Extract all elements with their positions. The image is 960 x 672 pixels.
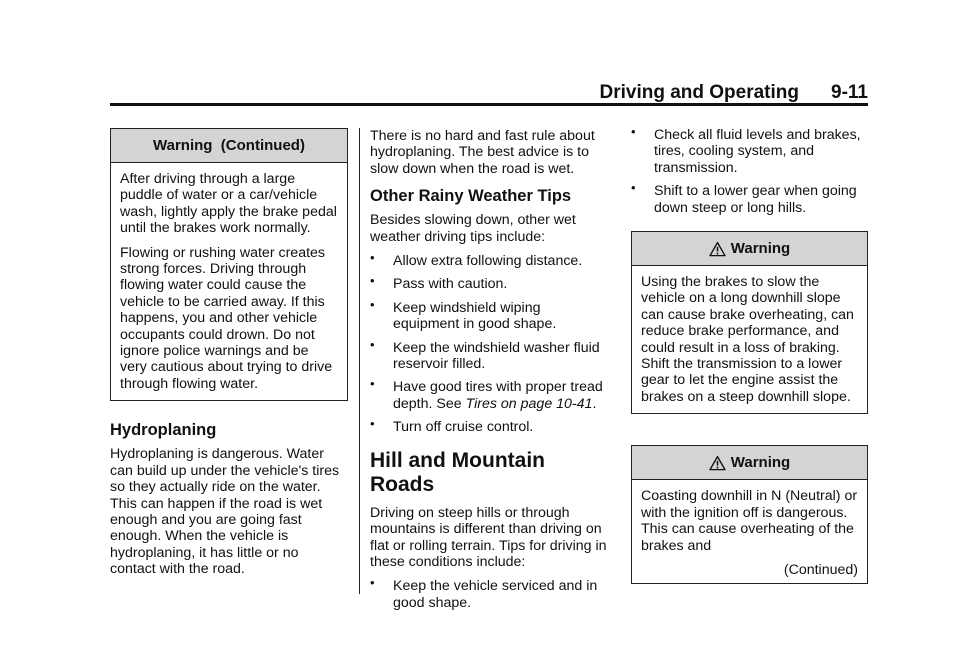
header-rule bbox=[110, 103, 868, 106]
bullet-icon: • bbox=[370, 250, 375, 266]
warning-triangle-icon bbox=[709, 455, 726, 471]
warning-paragraph: Flowing or rushing water creates strong forces. Driving through flowing water could cause the vehicle to be carried away. If this happens, you and other vehicle occupants could drown. Do not ignore police warnings and be very cautious about trying to drive through flowing water. bbox=[120, 244, 333, 392]
section-heading-hydroplaning: Hydroplaning bbox=[110, 421, 217, 440]
bullet-icon: • bbox=[370, 296, 375, 312]
section-heading-hill-mountain: Hill and Mountain Roads bbox=[370, 448, 545, 496]
warning-box-continued bbox=[110, 128, 348, 401]
warning-box-body bbox=[111, 163, 347, 400]
warning-title: Warning bbox=[730, 240, 791, 258]
column-right bbox=[631, 124, 868, 584]
list-item: • Check all fluid levels and brakes, tires, cooling system, and transmission. bbox=[631, 124, 861, 176]
column-middle bbox=[370, 128, 610, 611]
page-header bbox=[110, 82, 868, 104]
hill-tips-list bbox=[370, 575, 610, 611]
warning-title: Warning bbox=[730, 454, 791, 472]
page-number: 9-11 bbox=[831, 82, 868, 103]
warning-box-header bbox=[111, 129, 347, 163]
warning-box-brakes bbox=[631, 231, 868, 414]
warning-box-body bbox=[632, 480, 867, 583]
bullet-icon: • bbox=[370, 575, 375, 591]
warning-box-header bbox=[632, 446, 867, 480]
section-heading-rainy-tips: Other Rainy Weather Tips bbox=[370, 187, 572, 206]
bullet-icon: • bbox=[370, 273, 375, 289]
list-item: • Keep the windshield washer fluid reservoir filled. bbox=[370, 336, 600, 373]
warning-paragraph: After driving through a large puddle of water or a car/vehicle wash, lightly apply the brake pedal until the brakes work normally. bbox=[120, 171, 337, 237]
warning-triangle-icon bbox=[709, 241, 726, 257]
warning-paragraph: Using the brakes to slow the vehicle on a long downhill slope can cause brake overheating, can reduce brake performance, and could result in a loss of braking. Shift the transmission to a lower gear to let the engine assist the brakes on a steep downhill slope. bbox=[641, 274, 854, 405]
list-item: • Keep windshield wiping equipment in good shape. bbox=[370, 296, 557, 333]
bullet-icon: • bbox=[370, 376, 375, 392]
list-item: • Shift to a lower gear when going down steep or long hills. bbox=[631, 180, 857, 216]
list-item: • Turn off cruise control. bbox=[370, 416, 534, 436]
warning-paragraph: Coasting downhill in N (Neutral) or with the ignition off is dangerous. This can cause overheating of the brakes and bbox=[641, 488, 858, 554]
hydroplaning-body: Hydroplaning is dangerous. Water can build up under the vehicle's tires so they actually ride on the water. This can happen if the road is wet enough and you are going fast enough. When the vehicle is hydroplaning, it has little or no contact with the road. bbox=[110, 446, 340, 578]
list-item: • Allow extra following distance. bbox=[370, 250, 583, 270]
hydroplaning-advice: There is no hard and fast rule about hydroplaning. The best advice is to slow down when the road is wet. bbox=[370, 128, 595, 177]
list-item: • Have good tires with proper tread depth. See Tires on page 10-41. bbox=[370, 376, 603, 412]
bullet-icon: • bbox=[370, 336, 375, 352]
hill-tips-list-continued bbox=[631, 124, 868, 216]
warning-title: Warning (Continued) bbox=[153, 137, 305, 154]
bullet-icon: • bbox=[631, 124, 636, 139]
hill-intro: Driving on steep hills or through mountains is different than driving on flat or rolling terrain. Tips for driving in these conditions include: bbox=[370, 504, 607, 570]
rainy-tips-list bbox=[370, 250, 610, 436]
tires-page-reference-link[interactable]: Tires on page 10-41 bbox=[465, 395, 593, 412]
section-title: Driving and Operating bbox=[599, 82, 800, 103]
rainy-intro: Besides slowing down, other wet weather driving tips include: bbox=[370, 212, 576, 245]
continued-label: (Continued) bbox=[783, 561, 858, 578]
column-left bbox=[110, 128, 348, 578]
list-item: • Pass with caution. bbox=[370, 273, 508, 293]
warning-box-header bbox=[632, 232, 867, 266]
warning-box-coasting bbox=[631, 445, 868, 584]
bullet-icon: • bbox=[631, 180, 636, 196]
column-divider bbox=[359, 128, 360, 594]
warning-box-body bbox=[632, 266, 867, 413]
list-item: • Keep the vehicle serviced and in good shape. bbox=[370, 575, 598, 611]
bullet-icon: • bbox=[370, 416, 375, 432]
